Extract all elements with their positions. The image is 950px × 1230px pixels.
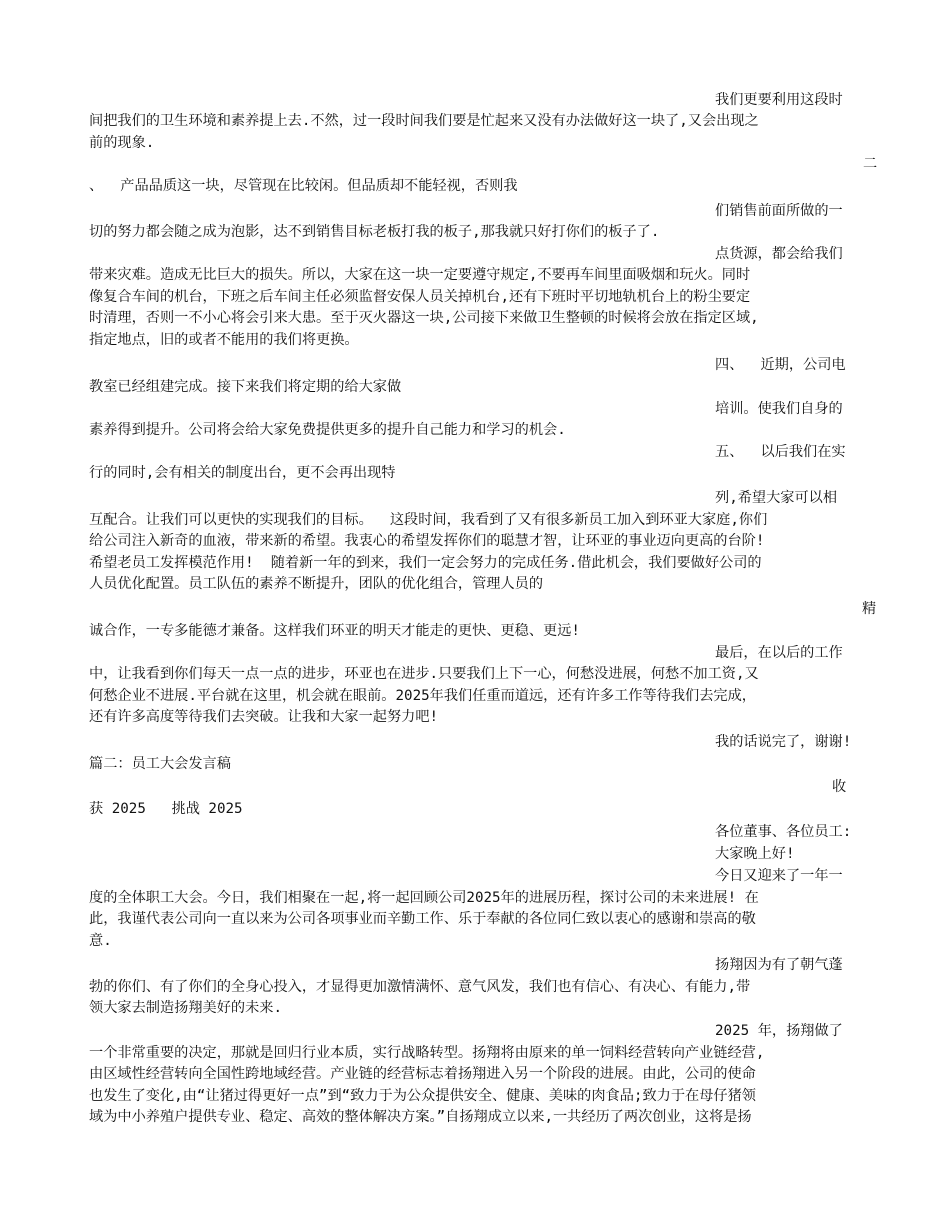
text-line: 四、 近期，公司电 xyxy=(715,357,846,373)
text-line: 素养得到提升。公司将会给大家免费提供更多的提升自己能力和学习的机会. xyxy=(89,422,566,438)
text-line: 们销售前面所做的一 xyxy=(715,203,843,219)
text-line: 像复合车间的机台，下班之后车间主任必须监督安保人员关掉机台,还有下班时平切地轨机台上的粉尘要定 xyxy=(89,289,751,305)
text-line: 前的现象. xyxy=(89,135,155,151)
text-line: 给公司注入新奇的血液，带来新的希望。我衷心的希望发挥你们的聪慧才智，让环亚的事业迈向更高的台阶! xyxy=(89,533,765,549)
text-line: 勃的你们、有了你们的全身心投入，才显得更加激情满怀、意气风发，我们也有信心、有决心、有能力,带 xyxy=(89,979,751,995)
text-line: 行的同时,会有相关的制度出台，更不会再出现特 xyxy=(89,465,396,481)
text-line: 何愁企业不进展.平台就在这里，机会就在眼前。2025年我们任重而道远，还有许多工作等待我们去完成， xyxy=(89,688,756,704)
text-line: 大家晚上好! xyxy=(715,846,795,862)
text-line: 我的话说完了，谢谢! xyxy=(715,734,852,750)
section-heading: 篇二：员工大会发言稿 xyxy=(89,756,231,772)
text-line: 教室已经组建完成。接下来我们将定期的给大家做 xyxy=(89,379,402,395)
text-line: 域为中小养殖户提供专业、稳定、高效的整体解决方案。”自扬翔成立以来,一共经历了两次创业，这将是扬 xyxy=(89,1109,752,1125)
text-line: 收 xyxy=(832,779,847,795)
text-line: 列,希望大家可以相 xyxy=(715,490,838,506)
text-line: 时清理，否则一不小心将会引来大患。至于灭火器这一块,公司接下来做卫生整顿的时候将会放在指定区域, xyxy=(89,310,759,326)
text-line: 扬翔因为有了朝气蓬 xyxy=(715,957,843,973)
text-line: 还有许多高度等待我们去突破。让我和大家一起努力吧! xyxy=(89,709,439,725)
text-line: 希望老员工发挥模范作用! 随着新一年的到来，我们一定会努力的完成任务.借此机会，我们要做好公司的 xyxy=(89,555,762,571)
text-line: 领大家去制造扬翔美好的未来. xyxy=(89,1000,282,1016)
text-line: 间把我们的卫生环境和素养提上去.不然，过一段时间我们要是忙起来又没有办法做好这一块了,又会出现之 xyxy=(89,113,759,129)
text-line: 培训。使我们自身的 xyxy=(715,401,843,417)
text-line: 今日又迎来了一年一 xyxy=(715,868,843,884)
text-line: 带来灾难。造成无比巨大的损失。所以，大家在这一块一定要遵守规定,不要再车间里面吸烟和玩火。同时 xyxy=(89,267,751,283)
text-line: 指定地点，旧的或者不能用的我们将更换。 xyxy=(89,332,359,348)
text-line: 中，让我看到你们每天一点一点的进步，环亚也在进步.只要我们上下一心，何愁没进展，何愁不加工资,又 xyxy=(89,666,759,682)
text-line: 诚合作，一专多能德才兼备。这样我们环亚的明天才能走的更快、更稳、更远! xyxy=(89,623,580,639)
text-line: 互配合。让我们可以更快的实现我们的目标。 这段时间，我看到了又有很多新员工加入到环亚大家庭,你们 xyxy=(89,512,768,528)
text-line: 精 xyxy=(862,601,877,617)
text-line: 五、 以后我们在实 xyxy=(715,444,846,460)
text-line: 各位董事、各位员工: xyxy=(715,824,852,840)
text-line: 意. xyxy=(89,933,112,949)
text-line: 最后，在以后的工作 xyxy=(715,645,843,661)
text-line: 度的全体职工大会。今日，我们相聚在一起,将一起回顾公司2025年的进展历程，探讨公司的未来进展! 在 xyxy=(89,890,759,906)
text-line: 人员优化配置。员工队伍的素养不断提升，团队的优化组合，管理人员的 xyxy=(89,576,544,592)
text-line: 获 2025 挑战 2025 xyxy=(89,801,243,817)
text-line: 由区域性经营转向全国性跨地域经营。产业链的经营标志着扬翔进入另一个阶段的进展。由此，公司的使命 xyxy=(89,1066,756,1082)
text-line: 也发生了变化,由“让猪过得更好一点”到“致力于为公众提供安全、健康、美味的肉食品;致力于在母仔猪领 xyxy=(89,1088,756,1104)
list-number: 二 xyxy=(863,156,878,172)
text-line: 、 产品品质这一块，尽管现在比较闲。但品质却不能轻视，否则我 xyxy=(89,178,518,194)
text-line: 此，我谨代表公司向一直以来为公司各项事业而辛勤工作、乐于奉献的各位同仁致以衷心的感谢和崇高的敬 xyxy=(89,911,756,927)
text-line: 切的努力都会随之成为泡影，达不到销售目标老板打我的板子,那我就只好打你们的板子了. xyxy=(89,224,660,240)
text-line: 我们更要利用这段时 xyxy=(715,92,843,108)
text-line: 一个非常重要的决定，那就是回归行业本质，实行战略转型。扬翔将由原来的单一饲料经营转向产业链经营, xyxy=(89,1045,765,1061)
text-line: 点货源，都会给我们 xyxy=(715,246,843,262)
text-line: 2025 年，扬翔做了 xyxy=(715,1023,843,1039)
